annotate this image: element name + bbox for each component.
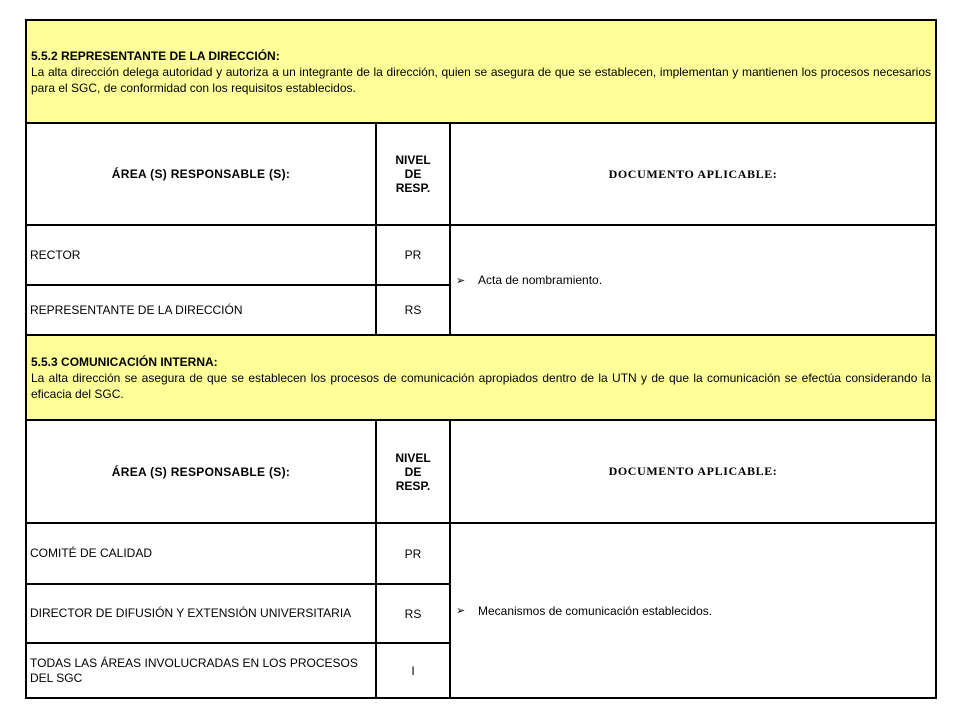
- document-cell-553: [450, 523, 936, 698]
- table-row-nivel: RS: [376, 285, 450, 335]
- header-nivel-552: [376, 123, 450, 225]
- table-row-area: DIRECTOR DE DIFUSIÓN Y EXTENSIÓN UNIVERSITARIA: [26, 584, 376, 643]
- section-553-text: La alta dirección se asegura de que se establecen los procesos de comunicación apropiados dentro de la UTN y de que la comunicación se efectúa considerando la eficacia del SGC.: [31, 370, 932, 401]
- section-553-title: 5.5.3 COMUNICACIÓN INTERNA:: [31, 354, 218, 369]
- arrow-bullet-icon: ➢: [456, 274, 466, 287]
- document-cell-552: [450, 225, 936, 335]
- section-552-title: 5.5.2 REPRESENTANTE DE LA DIRECCIÓN:: [31, 48, 280, 63]
- section-553-box: [26, 335, 936, 420]
- table-row-area: TODAS LAS ÁREAS INVOLUCRADAS EN LOS PROCESOS DEL SGC: [26, 643, 376, 698]
- header-nivel-line1: NIVEL: [395, 153, 431, 167]
- table-row-nivel: PR: [376, 225, 450, 285]
- document-table: [25, 19, 937, 699]
- header-nivel-line3: RESP.: [395, 181, 431, 195]
- header-documento-552: DOCUMENTO APLICABLE:: [450, 123, 936, 225]
- document-bullet: [451, 604, 935, 618]
- document-text-552: Acta de nombramiento.: [478, 273, 603, 287]
- header-area-553: ÁREA (S) RESPONSABLE (S):: [26, 420, 376, 523]
- table-row-nivel: RS: [376, 584, 450, 643]
- table-row-nivel: I: [376, 643, 450, 698]
- header-nivel-line2: DE: [404, 167, 422, 181]
- header-nivel-line3: RESP.: [395, 478, 431, 493]
- table-row-area: COMITÉ DE CALIDAD: [26, 523, 376, 584]
- header-documento-553: DOCUMENTO APLICABLE:: [450, 420, 936, 523]
- table-row-area: REPRESENTANTE DE LA DIRECCIÓN: [26, 285, 376, 335]
- header-area-552: ÁREA (S) RESPONSABLE (S):: [26, 123, 376, 225]
- header-nivel-line1: NIVEL: [395, 450, 431, 465]
- document-text-553: Mecanismos de comunicación establecidos.: [478, 603, 713, 618]
- header-nivel-line2: DE: [404, 464, 422, 479]
- section-552-box: [26, 20, 936, 123]
- table-row-nivel: PR: [376, 523, 450, 584]
- document-bullet: [451, 273, 935, 287]
- arrow-bullet-icon: ➢: [456, 605, 466, 617]
- header-nivel-553: [376, 420, 450, 523]
- table-row-area: RECTOR: [26, 225, 376, 285]
- section-552-text: La alta dirección delega autoridad y autoriza a un integrante de la dirección, quien se asegura de que se establecen, implementan y mantienen los procesos necesarios para el SGC, de conformidad con los requisitos establecidos.: [31, 64, 932, 95]
